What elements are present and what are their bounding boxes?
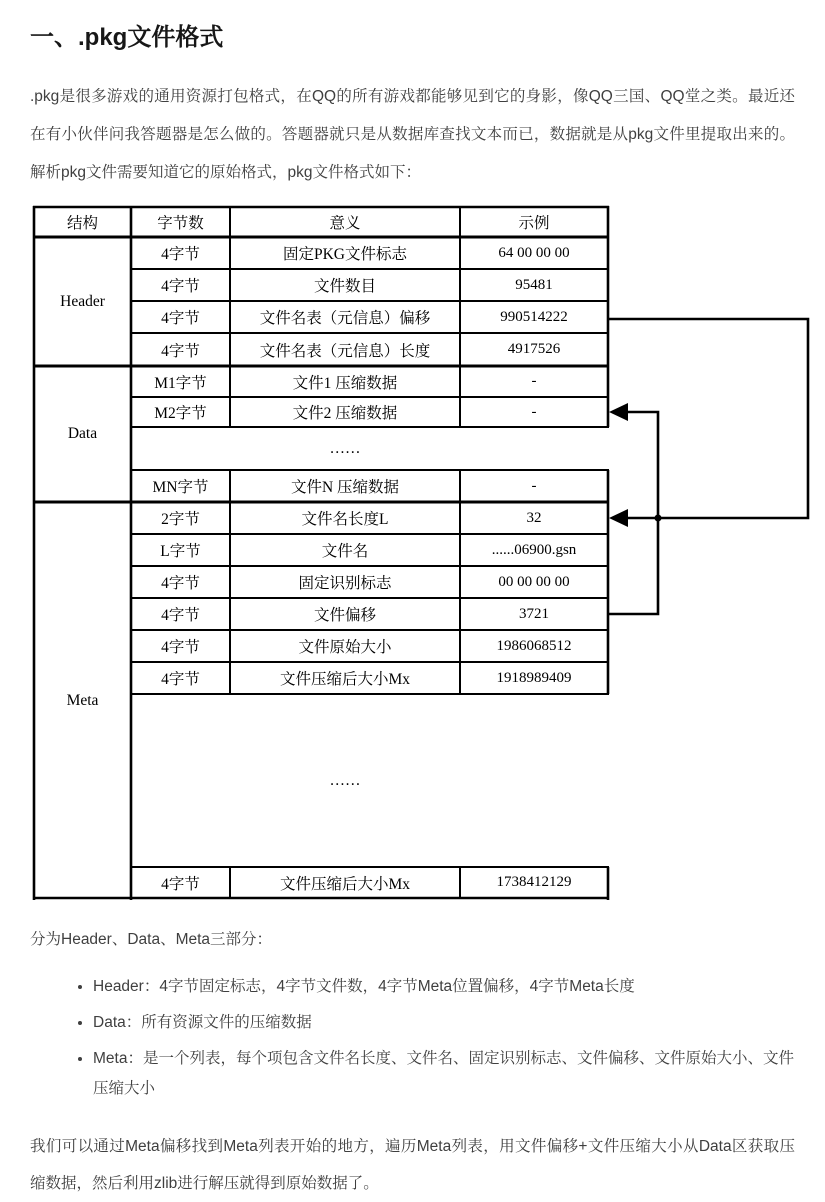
arrow-file-offset-to-data [609,403,658,614]
cell-example: 990514222 [500,308,568,325]
cell-example: 1918989409 [496,669,572,686]
cell-bytes: 4字节 [161,607,200,624]
cell-bytes: 4字节 [161,278,200,295]
cell-meaning: 文件压缩后大小Mx [279,671,411,688]
cell-bytes: 2字节 [161,511,200,528]
cell-bytes: 4字节 [161,246,200,263]
cell-meaning: 文件N 压缩数据 [290,479,400,496]
cell-bytes: M2字节 [154,405,207,422]
section-label-meta: Meta [66,691,99,709]
cell-bytes: 4字节 [161,310,200,327]
list-item-meta: • Meta：是一个列表，每个项包含文件名长度、文件名、固定识别标志、文件偏移、文件原始大小、文件压缩大小 [93,1044,795,1104]
intro-paragraph: .pkg是很多游戏的通用资源打包格式，在QQ的所有游戏都能够见到它的身影，像QQ三国、QQ堂之类。最近还在有小伙伴问我答题器是怎么做的。答题器就只是从数据库查找文本而已，数据就是从pkg文件里提取出来的。解析pkg文件需要知道它的原始格式，pkg文件格式如下： [30,88,795,181]
cell-bytes: 4字节 [161,342,200,360]
col-header-structure: 结构 [66,215,98,232]
list-item-data: • Data：所有资源文件的压缩数据 [93,1008,795,1038]
cell-meaning: 文件数目 [313,278,376,295]
col-header-meaning: 意义 [329,215,361,232]
cell-bytes: MN字节 [152,479,209,496]
cell-example: 32 [526,509,542,526]
ellipsis-cell: …… [329,771,361,789]
structure-list [30,972,795,1104]
page-title: 一、.pkg文件格式 [30,24,224,51]
cell-meaning: 固定识别标志 [298,575,392,592]
arrowhead [609,509,628,527]
cell-meaning: 文件名表（元信息）偏移 [259,310,431,327]
section-label-data: Data [67,425,98,442]
ellipsis-cell: …… [329,439,361,457]
cell-meaning: 文件原始大小 [298,639,392,656]
cell-example: - [531,373,537,389]
cell-meaning: 文件偏移 [313,607,376,624]
cell-example: 1738412129 [496,874,572,890]
arrowhead [609,403,628,421]
cell-meaning: 文件名长度L [301,511,389,528]
cell-bytes: M1字节 [154,374,207,392]
cell-bytes: 4字节 [161,671,200,688]
cell-bytes: 4字节 [161,639,200,656]
cell-example: 1986068512 [496,637,572,654]
cell-meaning: 文件压缩后大小Mx [279,875,411,893]
cell-example: - [531,403,537,420]
cell-example: 3721 [519,605,549,622]
summary-lead: 分为Header、Data、Meta三部分： [30,931,273,948]
section-label-header: Header [60,292,105,310]
cell-example: 4917526 [507,341,561,357]
col-header-bytes: 字节数 [157,215,204,232]
cell-meaning: 固定PKG文件标志 [282,246,407,263]
arrow-junction-dot [655,515,662,522]
list-item-header: • Header：4字节固定标志，4字节文件数，4字节Meta位置偏移，4字节Meta长度 [93,972,795,1002]
cell-meaning: 文件2 压缩数据 [292,405,398,422]
cell-example: - [531,477,537,494]
col-header-example: 示例 [518,215,550,232]
cell-meaning: 文件1 压缩数据 [292,374,398,392]
closing-paragraph: 我们可以通过Meta偏移找到Meta列表开始的地方，遍历Meta列表，用文件偏移+文件压缩大小从Data区获取压缩数据，然后利用zlib进行解压就得到原始数据了。 [30,1138,795,1192]
arrow-meta-offset-to-meta-list [609,319,808,527]
cell-bytes: 4字节 [161,575,200,592]
cell-meaning: 文件名表（元信息）长度 [259,342,431,360]
cell-example: 00 00 00 00 [498,573,570,590]
cell-meaning: 文件名 [321,543,369,560]
cell-example: 64 00 00 00 [498,244,570,261]
cell-bytes: L字节 [160,543,201,560]
cell-example: ......06900.gsn [491,541,577,558]
cell-bytes: 4字节 [161,875,200,893]
cell-example: 95481 [515,276,553,293]
pkg-format-diagram [30,204,820,904]
